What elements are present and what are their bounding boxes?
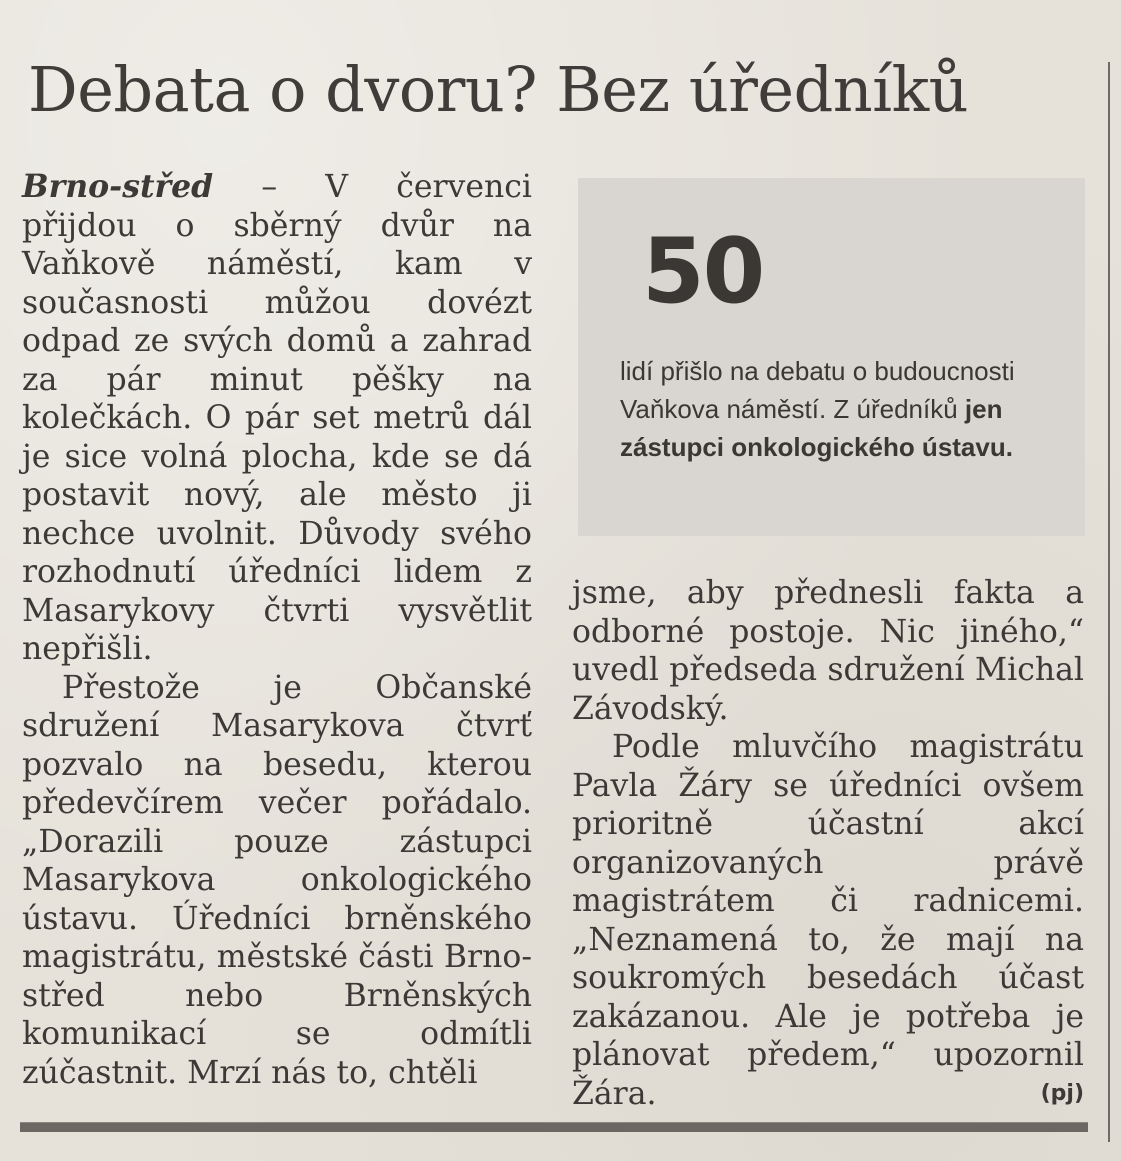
fact-box-text-bold: jen zástupci onkologického ústavu.	[620, 394, 1013, 462]
article-column-2	[572, 574, 1084, 1113]
author-byline: (pj)	[1040, 1080, 1084, 1106]
fact-box-text-plain: lidí přišlo na debatu o budoucnosti Vaňkova náměstí. Z úředníků	[620, 356, 1015, 424]
lead-place: Brno-střed	[22, 168, 214, 205]
article-column-1	[22, 168, 532, 1092]
fact-box	[578, 178, 1085, 536]
article-paragraph-2-start: Přestože je Občanské sdružení Masarykova čtvrť pozvalo na besedu, kterou předevčírem večer pořádalo. „Dorazili pouze zástupci Masarykova onkologického ústavu. Úředníci brněnského magistrátu, městské části Brno-střed nebo Brněnských komunikací se odmítli zúčastnit. Mrzí nás to, chtěli	[22, 669, 532, 1091]
paragraph-3-text: Podle mluvčího magistrátu Pavla Žáry se úředníci ovšem prioritně účastní akcí organizovaných právě magistrátem či radnicemi. „Neznamená to, že mají na soukromých besedách účast zakázanou. Ale je potřeba je plánovat předem,“ upozornil Žára.	[572, 729, 1084, 1112]
article-headline: Debata o dvoru? Bez úředníků	[28, 53, 969, 126]
fact-box-number: 50	[642, 219, 764, 324]
paragraph-1-text: – V červenci přijdou o sběrný dvůr na Vaňkově náměstí, kam v současnosti můžou dovézt odpad ze svých domů a zahrad za pár minut pěšky na kolečkách. O pár set metrů dál je sice volná plocha, kde se dá postavit nový, ale město ji nechce uvolnit. Důvody svého rozhodnutí úředníci lidem z Masarykovy čtvrti vysvětlit nepřišli.	[22, 169, 532, 667]
article-paragraph-3	[572, 728, 1084, 1113]
article-paragraph-1	[22, 168, 532, 669]
bottom-rule	[20, 1122, 1088, 1132]
column-rule-right	[1108, 62, 1110, 1142]
article-paragraph-2-end: jsme, aby přednesli fakta a odborné postoje. Nic jiného,“ uvedl předseda sdružení Michal Závodský.	[572, 575, 1084, 727]
fact-box-text	[620, 352, 1060, 466]
